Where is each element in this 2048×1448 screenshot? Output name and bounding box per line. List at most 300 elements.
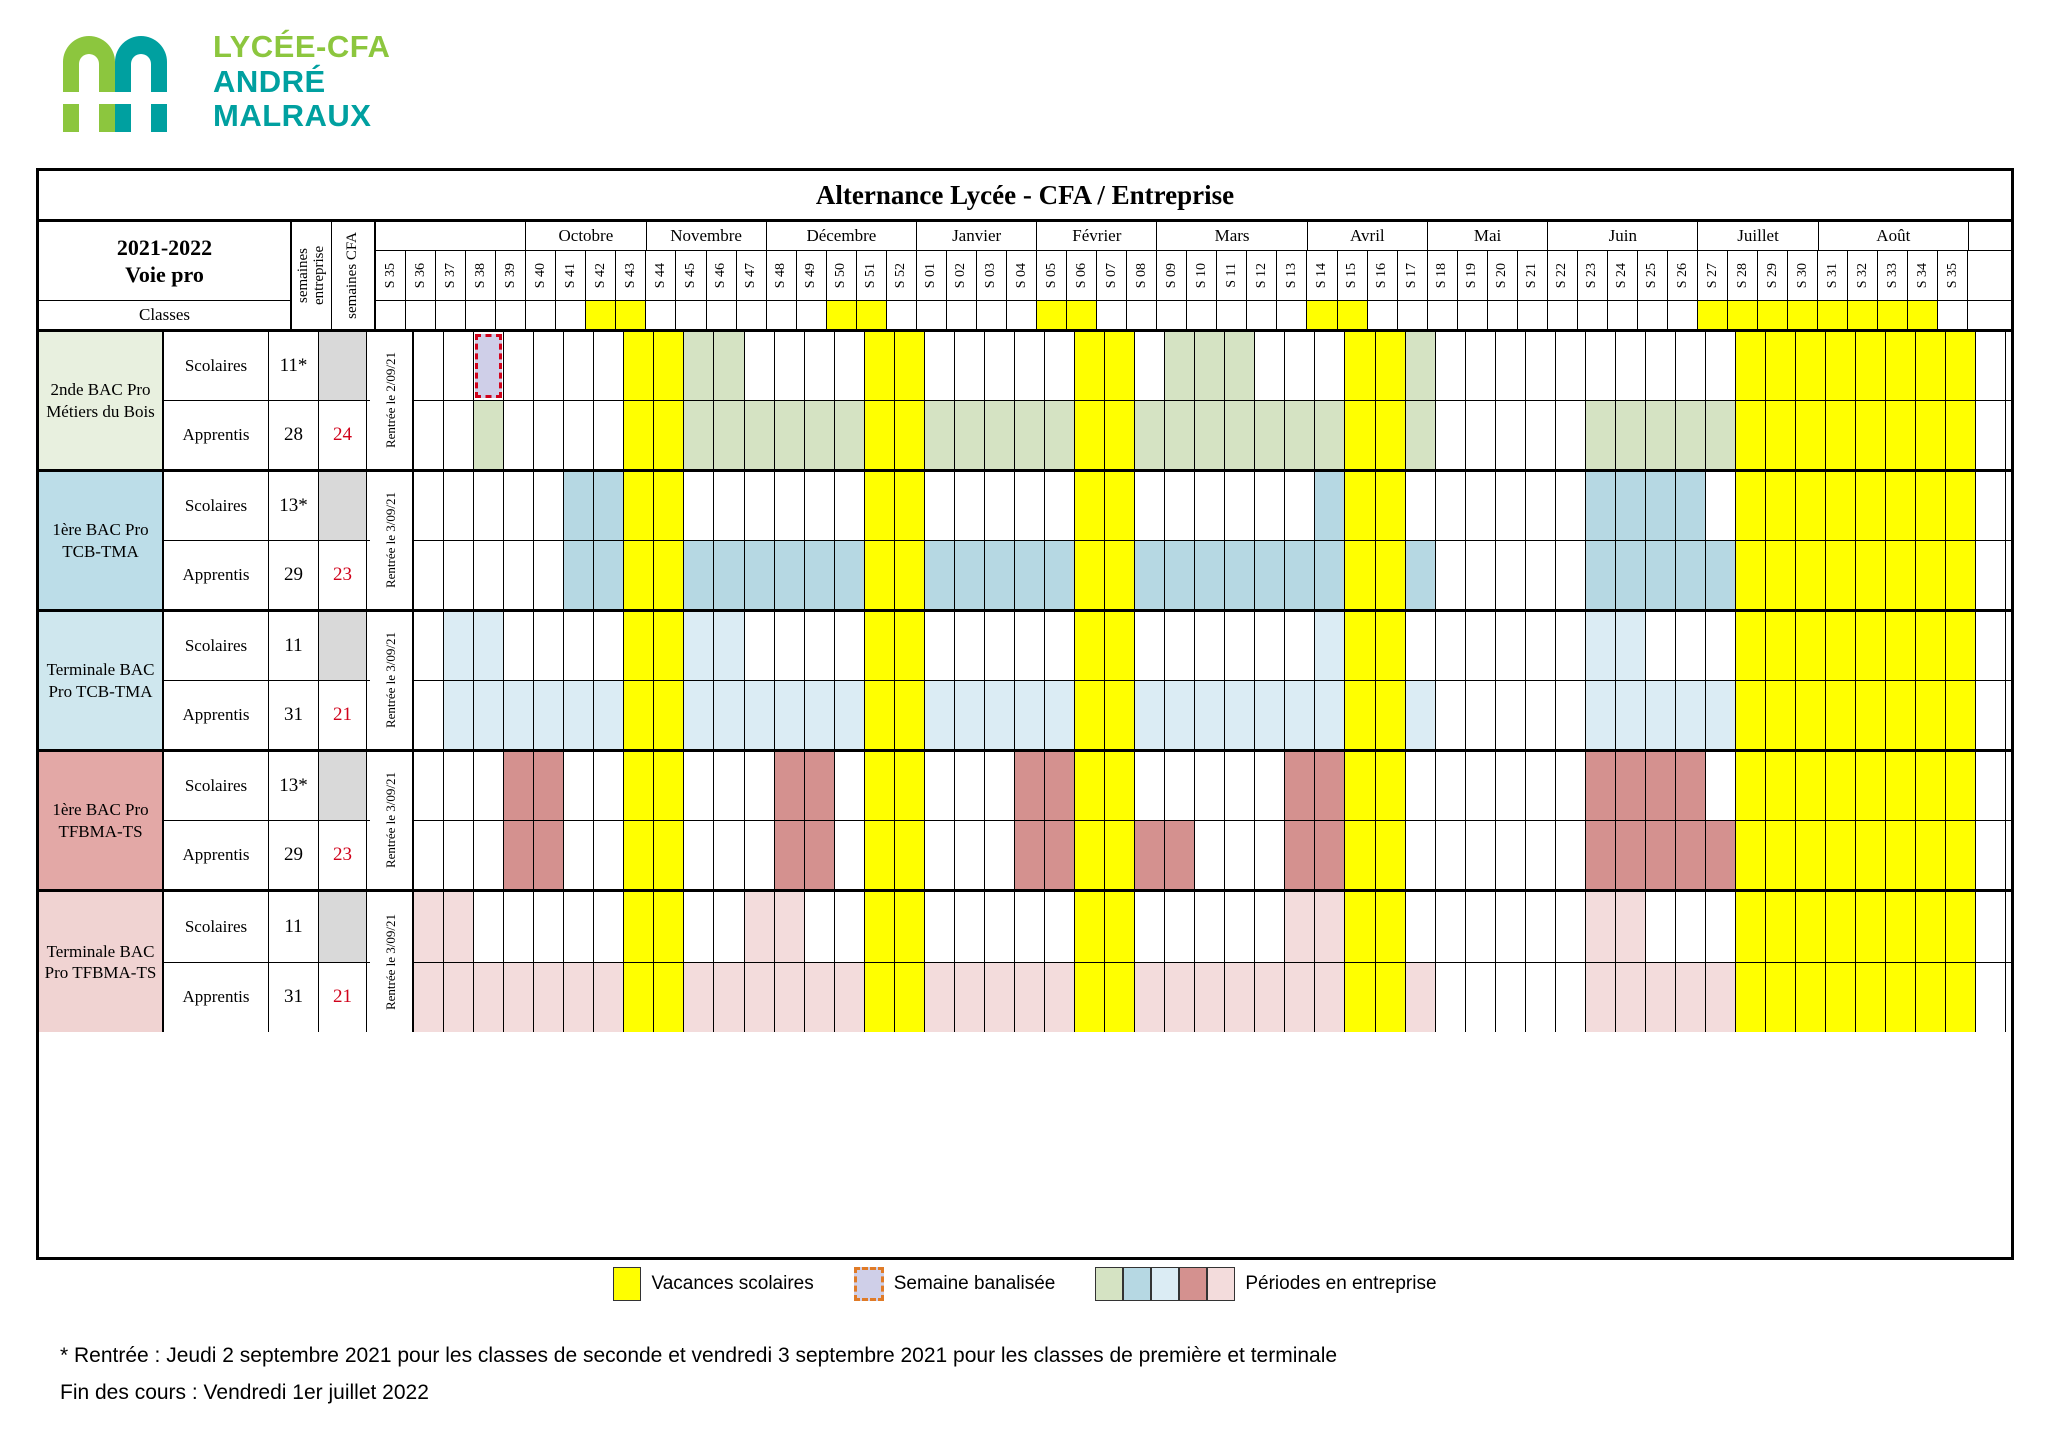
schedule-cell-w43 bbox=[1676, 821, 1706, 889]
schedule-cell-w26 bbox=[1165, 892, 1195, 962]
schedule-cell-w17 bbox=[895, 821, 925, 889]
week-header-53 bbox=[1938, 251, 1968, 300]
schedule-cell-w37 bbox=[1496, 401, 1526, 469]
schedule-cell-w3 bbox=[474, 892, 504, 962]
schedule-cell-w53 bbox=[1976, 821, 2006, 889]
schedule-cell-w10 bbox=[684, 821, 714, 889]
schedule-cell-w30 bbox=[1285, 472, 1315, 540]
schedule-cell-w23 bbox=[1075, 752, 1105, 820]
schedule-cell-w20 bbox=[985, 612, 1015, 680]
schedule-cell-w51 bbox=[1916, 472, 1946, 540]
schedule-cell-w20 bbox=[985, 401, 1015, 469]
schedule-cell-w48 bbox=[1826, 472, 1856, 540]
schedule-cell-w13 bbox=[775, 401, 805, 469]
vacation-cell-53 bbox=[1938, 301, 1968, 329]
row-weeks-cfa: 23 bbox=[319, 541, 367, 609]
schedule-cell-w32 bbox=[1345, 752, 1375, 820]
legend bbox=[36, 1262, 2014, 1306]
schedule-cell-w32 bbox=[1345, 681, 1375, 749]
schedule-cell-w1 bbox=[414, 892, 444, 962]
vacation-cell-25 bbox=[1097, 301, 1127, 329]
schedule-cell-w42 bbox=[1646, 963, 1676, 1033]
schedule-cell-w30 bbox=[1285, 752, 1315, 820]
schedule-cell-w17 bbox=[895, 472, 925, 540]
schedule-cell-w37 bbox=[1496, 752, 1526, 820]
week-header-36 bbox=[1428, 251, 1458, 300]
schedule-cell-w36 bbox=[1466, 541, 1496, 609]
vacation-cell-30 bbox=[1247, 301, 1277, 329]
row-weeks-cfa: 23 bbox=[319, 821, 367, 889]
month-label-blank bbox=[376, 222, 526, 250]
vacation-cell-15 bbox=[797, 301, 827, 329]
vacation-cell-8 bbox=[586, 301, 616, 329]
header-year bbox=[39, 222, 290, 301]
schedule-cell-w11 bbox=[714, 752, 744, 820]
schedule-cell-w14 bbox=[805, 401, 835, 469]
schedule-cell-w17 bbox=[895, 541, 925, 609]
schedule-cell-w37 bbox=[1496, 541, 1526, 609]
week-header-label: S 20 bbox=[1494, 262, 1510, 289]
schedule-cell-w32 bbox=[1345, 401, 1375, 469]
schedule-cell-w36 bbox=[1466, 472, 1496, 540]
schedule-cell-w14 bbox=[805, 892, 835, 962]
week-header-7 bbox=[556, 251, 586, 300]
vacation-cell-27 bbox=[1157, 301, 1187, 329]
schedule-cell-w15 bbox=[835, 472, 865, 540]
week-header-24 bbox=[1067, 251, 1097, 300]
schedule-cell-w16 bbox=[865, 612, 895, 680]
schedule-cell-w43 bbox=[1676, 892, 1706, 962]
schedule-cell-w13 bbox=[775, 821, 805, 889]
schedule-cell-w17 bbox=[895, 401, 925, 469]
schedule-cell-w19 bbox=[955, 681, 985, 749]
schedule-cell-w24 bbox=[1105, 401, 1135, 469]
schedule-cell-w16 bbox=[865, 892, 895, 962]
schedule-cell-w32 bbox=[1345, 892, 1375, 962]
vacation-cell-21 bbox=[977, 301, 1007, 329]
week-header-label: S 27 bbox=[1704, 262, 1720, 289]
schedule-cell-w28 bbox=[1225, 821, 1255, 889]
schedule-cell-w5 bbox=[534, 681, 564, 749]
schedule-cell-w1 bbox=[414, 332, 444, 400]
schedule-cell-w5 bbox=[534, 541, 564, 609]
schedule-cell-w37 bbox=[1496, 472, 1526, 540]
week-header-49 bbox=[1818, 251, 1848, 300]
schedule-cell-w5 bbox=[534, 752, 564, 820]
schedule-cell-w2 bbox=[444, 332, 474, 400]
schedule-cell-w47 bbox=[1796, 541, 1826, 609]
schedule-cell-w2 bbox=[444, 963, 474, 1033]
header-grid bbox=[376, 222, 2011, 329]
schedule-cell-w21 bbox=[1015, 612, 1045, 680]
schedule-cell-w15 bbox=[835, 892, 865, 962]
schedule-cell-w51 bbox=[1916, 541, 1946, 609]
week-header-label: S 12 bbox=[1253, 262, 1269, 289]
row-weeks-cfa bbox=[319, 752, 367, 820]
vacation-cell-29 bbox=[1217, 301, 1247, 329]
schedule-cell-w46 bbox=[1766, 752, 1796, 820]
group-row bbox=[39, 752, 2011, 892]
schedule-cell-w25 bbox=[1135, 821, 1165, 889]
schedule-cell-w52 bbox=[1946, 963, 1976, 1033]
schedule-cell-w33 bbox=[1376, 612, 1406, 680]
schedule-cell-w44 bbox=[1706, 821, 1736, 889]
schedule-cell-w12 bbox=[745, 401, 775, 469]
schedule-cell-w11 bbox=[714, 541, 744, 609]
schedule-cell-w39 bbox=[1556, 963, 1586, 1033]
schedule-cell-w19 bbox=[955, 612, 985, 680]
schedule-cell-w46 bbox=[1766, 681, 1796, 749]
week-header-21 bbox=[977, 251, 1007, 300]
schedule-cell-w13 bbox=[775, 472, 805, 540]
week-header-5 bbox=[496, 251, 526, 300]
week-header-8 bbox=[586, 251, 616, 300]
schedule-cell-w32 bbox=[1345, 541, 1375, 609]
week-header-label: S 25 bbox=[1644, 262, 1660, 289]
schedule-cell-w36 bbox=[1466, 821, 1496, 889]
schedule-cell-w14 bbox=[805, 821, 835, 889]
week-header-label: S 29 bbox=[1764, 262, 1780, 289]
schedule-cell-w34 bbox=[1406, 681, 1436, 749]
schedule-cell-w40 bbox=[1586, 332, 1616, 400]
vacation-cell-28 bbox=[1187, 301, 1217, 329]
vacation-cell-42 bbox=[1608, 301, 1638, 329]
schedule-cell-w38 bbox=[1526, 472, 1556, 540]
schedule-cell-w11 bbox=[714, 612, 744, 680]
schedule-cell-w28 bbox=[1225, 401, 1255, 469]
schedule-cell-w49 bbox=[1856, 752, 1886, 820]
legend-swatch-entreprise bbox=[1095, 1267, 1235, 1301]
schedule-cell-w39 bbox=[1556, 612, 1586, 680]
month-label-avril: Avril bbox=[1308, 222, 1428, 250]
row-weeks-company: 29 bbox=[269, 541, 319, 609]
schedule-cell-w52 bbox=[1946, 821, 1976, 889]
week-header-15 bbox=[797, 251, 827, 300]
schedule-cell-w31 bbox=[1315, 821, 1345, 889]
schedule-cell-w14 bbox=[805, 963, 835, 1033]
schedule-cell-w5 bbox=[534, 472, 564, 540]
schedule-cell-w6 bbox=[564, 472, 594, 540]
schedule-cell-w47 bbox=[1796, 332, 1826, 400]
schedule-cell-w43 bbox=[1676, 332, 1706, 400]
schedule-cell-w51 bbox=[1916, 681, 1946, 749]
schedule-cell-w12 bbox=[745, 821, 775, 889]
schedule-cell-w53 bbox=[1976, 472, 2006, 540]
schedule-cell-w29 bbox=[1255, 821, 1285, 889]
schedule-cell-w11 bbox=[714, 892, 744, 962]
week-header-38 bbox=[1488, 251, 1518, 300]
legend-item bbox=[613, 1267, 813, 1301]
schedule-cell-w41 bbox=[1616, 612, 1646, 680]
schedule-cell-w4 bbox=[504, 963, 534, 1033]
schedule-cell-w3 bbox=[474, 472, 504, 540]
schedule-cell-w9 bbox=[654, 892, 684, 962]
schedule-cell-w7 bbox=[594, 401, 624, 469]
schedule-cell-w8 bbox=[624, 752, 654, 820]
week-header-label: S 35 bbox=[1944, 262, 1960, 289]
schedule-cell-w19 bbox=[955, 472, 985, 540]
vacation-cell-19 bbox=[917, 301, 947, 329]
schedule-cell-w28 bbox=[1225, 963, 1255, 1033]
schedule-cell-w26 bbox=[1165, 963, 1195, 1033]
schedule-cell-w51 bbox=[1916, 821, 1946, 889]
schedule-cell-w40 bbox=[1586, 401, 1616, 469]
row-weeks-cfa: 24 bbox=[319, 401, 367, 469]
week-header-label: S 24 bbox=[1614, 262, 1630, 289]
schedule-cell-w21 bbox=[1015, 472, 1045, 540]
week-header-label: S 46 bbox=[713, 262, 729, 289]
vacation-cell-16 bbox=[827, 301, 857, 329]
week-header-label: S 05 bbox=[1043, 262, 1059, 289]
schedule-cell-w40 bbox=[1586, 541, 1616, 609]
schedule-cell-w50 bbox=[1886, 821, 1916, 889]
schedule-cell-w53 bbox=[1976, 963, 2006, 1033]
schedule-cell-w48 bbox=[1826, 401, 1856, 469]
schedule-cell-w17 bbox=[895, 963, 925, 1033]
schedule-cell-w6 bbox=[564, 332, 594, 400]
schedule-cell-w46 bbox=[1766, 963, 1796, 1033]
week-header-14 bbox=[767, 251, 797, 300]
schedule-cell-w3 bbox=[474, 821, 504, 889]
week-header-label: S 47 bbox=[743, 262, 759, 289]
schedule-cell-w29 bbox=[1255, 752, 1285, 820]
schedule-cell-w31 bbox=[1315, 401, 1345, 469]
schedule-cell-w21 bbox=[1015, 752, 1045, 820]
schedule-cell-w26 bbox=[1165, 612, 1195, 680]
schedule-cell-w46 bbox=[1766, 541, 1796, 609]
week-header-label: S 18 bbox=[1434, 262, 1450, 289]
schedule-cell-w17 bbox=[895, 892, 925, 962]
schedule-cell-w52 bbox=[1946, 892, 1976, 962]
legend-item bbox=[1095, 1267, 1436, 1301]
schedule-cell-w6 bbox=[564, 752, 594, 820]
schedule-cell-w52 bbox=[1946, 612, 1976, 680]
schedule-cell-w24 bbox=[1105, 752, 1135, 820]
vacation-cell-17 bbox=[857, 301, 887, 329]
schedule-cell-w33 bbox=[1376, 963, 1406, 1033]
schedule-cell-w41 bbox=[1616, 963, 1646, 1033]
schedule-cell-w25 bbox=[1135, 401, 1165, 469]
schedule-cell-w34 bbox=[1406, 332, 1436, 400]
schedule-cell-w15 bbox=[835, 612, 865, 680]
schedule-cell-w16 bbox=[865, 401, 895, 469]
schedule-cell-w31 bbox=[1315, 963, 1345, 1033]
vacation-cell-38 bbox=[1488, 301, 1518, 329]
schedule-cell-w49 bbox=[1856, 472, 1886, 540]
schedule-cell-w41 bbox=[1616, 332, 1646, 400]
month-label-janvier: Janvier bbox=[917, 222, 1037, 250]
vacation-cell-40 bbox=[1548, 301, 1578, 329]
week-header-label: S 01 bbox=[923, 262, 939, 289]
month-label-août: Août bbox=[1819, 222, 1969, 250]
week-header-label: S 16 bbox=[1374, 262, 1390, 289]
week-header-label: S 33 bbox=[1884, 262, 1900, 289]
rentree-label bbox=[370, 332, 414, 469]
schedule-cell-w45 bbox=[1736, 752, 1766, 820]
week-header-23 bbox=[1037, 251, 1067, 300]
week-header-20 bbox=[947, 251, 977, 300]
schedule-cell-w47 bbox=[1796, 681, 1826, 749]
schedule-cell-w49 bbox=[1856, 892, 1886, 962]
schedule-cell-w45 bbox=[1736, 821, 1766, 889]
schedule-cell-w48 bbox=[1826, 541, 1856, 609]
schedule-cell-w16 bbox=[865, 472, 895, 540]
schedule-cell-w32 bbox=[1345, 332, 1375, 400]
schedule-cell-w15 bbox=[835, 752, 865, 820]
week-header-label: S 43 bbox=[622, 262, 638, 289]
schedule-cell-w1 bbox=[414, 681, 444, 749]
schedule-cell-w8 bbox=[624, 892, 654, 962]
schedule-cell-w41 bbox=[1616, 472, 1646, 540]
schedule-cell-w45 bbox=[1736, 332, 1766, 400]
week-header-label: S 17 bbox=[1404, 262, 1420, 289]
schedule-cell-w34 bbox=[1406, 752, 1436, 820]
schedule-cell-w18 bbox=[925, 821, 955, 889]
schedule-cell-w23 bbox=[1075, 332, 1105, 400]
row-weeks-company: 31 bbox=[269, 963, 319, 1033]
schedule-cell-w21 bbox=[1015, 821, 1045, 889]
week-header-label: S 06 bbox=[1073, 262, 1089, 289]
row-role-label: Apprentis bbox=[164, 541, 269, 609]
schedule-cell-w8 bbox=[624, 681, 654, 749]
group-name: Terminale BAC Pro TCB-TMA bbox=[39, 612, 164, 749]
schedule-cell-w51 bbox=[1916, 332, 1946, 400]
schedule-cell-w26 bbox=[1165, 401, 1195, 469]
schedule-cell-w13 bbox=[775, 963, 805, 1033]
schedule-cell-w12 bbox=[745, 892, 775, 962]
logo-line-2: ANDRÉ bbox=[213, 63, 326, 99]
schedule-cell-w36 bbox=[1466, 612, 1496, 680]
schedule-cell-w34 bbox=[1406, 541, 1436, 609]
schedule-cell-w50 bbox=[1886, 752, 1916, 820]
week-header-39 bbox=[1518, 251, 1548, 300]
schedule-cell-w41 bbox=[1616, 681, 1646, 749]
schedule-cell-w35 bbox=[1436, 541, 1466, 609]
schedule-cell-w6 bbox=[564, 963, 594, 1033]
schedule-cell-w8 bbox=[624, 401, 654, 469]
schedule-cell-w7 bbox=[594, 541, 624, 609]
schedule-cell-w18 bbox=[925, 612, 955, 680]
vacation-cell-26 bbox=[1127, 301, 1157, 329]
vacation-cell-1 bbox=[376, 301, 406, 329]
week-header-6 bbox=[526, 251, 556, 300]
row-role-label: Scolaires bbox=[164, 332, 269, 400]
week-header-label: S 15 bbox=[1344, 262, 1360, 289]
schedule-cell-w29 bbox=[1255, 681, 1285, 749]
week-header-43 bbox=[1638, 251, 1668, 300]
schedule-cell-w9 bbox=[654, 541, 684, 609]
header-vacation-row bbox=[376, 301, 2011, 329]
schedule-cell-w44 bbox=[1706, 332, 1736, 400]
schedule-cell-w42 bbox=[1646, 332, 1676, 400]
schedule-cell-w38 bbox=[1526, 821, 1556, 889]
schedule-cell-w4 bbox=[504, 681, 534, 749]
schedule-cell-w46 bbox=[1766, 821, 1796, 889]
schedule-cell-w51 bbox=[1916, 612, 1946, 680]
schedule-cell-w19 bbox=[955, 821, 985, 889]
vacation-cell-50 bbox=[1848, 301, 1878, 329]
schedule-cell-w52 bbox=[1946, 752, 1976, 820]
table-header bbox=[39, 222, 2011, 332]
schedule-cell-w2 bbox=[444, 541, 474, 609]
week-header-label: S 23 bbox=[1584, 262, 1600, 289]
header-left bbox=[39, 222, 292, 329]
schedule-cell-w27 bbox=[1195, 332, 1225, 400]
week-header-37 bbox=[1458, 251, 1488, 300]
legend-swatch-part bbox=[1095, 1267, 1123, 1301]
row-weeks-company: 29 bbox=[269, 821, 319, 889]
schedule-cell-w10 bbox=[684, 472, 714, 540]
schedule-cell-w49 bbox=[1856, 963, 1886, 1033]
schedule-cell-w27 bbox=[1195, 681, 1225, 749]
schedule-cell-w24 bbox=[1105, 541, 1135, 609]
schedule-cell-w11 bbox=[714, 332, 744, 400]
schedule-cell-w47 bbox=[1796, 612, 1826, 680]
legend-swatch-part bbox=[1123, 1267, 1151, 1301]
schedule-cell-w7 bbox=[594, 681, 624, 749]
schedule-cell-w47 bbox=[1796, 892, 1826, 962]
schedule-cell-w29 bbox=[1255, 963, 1285, 1033]
schedule-cell-w27 bbox=[1195, 963, 1225, 1033]
schedule-cell-w26 bbox=[1165, 332, 1195, 400]
header-classes-label: Classes bbox=[139, 305, 190, 324]
row-role-label: Scolaires bbox=[164, 472, 269, 540]
logo-line-1: LYCÉE-CFA bbox=[213, 28, 391, 64]
schedule-cell-w22 bbox=[1045, 752, 1075, 820]
schedule-cell-w4 bbox=[504, 821, 534, 889]
schedule-cell-w43 bbox=[1676, 401, 1706, 469]
schedule-cell-w10 bbox=[684, 963, 714, 1033]
schedule-cell-w48 bbox=[1826, 963, 1856, 1033]
schedule-cell-w11 bbox=[714, 821, 744, 889]
vacation-cell-43 bbox=[1638, 301, 1668, 329]
schedule-cell-w10 bbox=[684, 612, 714, 680]
week-header-19 bbox=[917, 251, 947, 300]
schedule-cell-w5 bbox=[534, 821, 564, 889]
schedule-cell-w28 bbox=[1225, 892, 1255, 962]
schedule-cell-w42 bbox=[1646, 821, 1676, 889]
schedule-cell-w30 bbox=[1285, 541, 1315, 609]
row-role-label: Apprentis bbox=[164, 821, 269, 889]
schedule-cell-w23 bbox=[1075, 472, 1105, 540]
schedule-cell-w1 bbox=[414, 821, 444, 889]
schedule-cell-w44 bbox=[1706, 681, 1736, 749]
schedule-cell-w36 bbox=[1466, 752, 1496, 820]
schedule-cell-w30 bbox=[1285, 681, 1315, 749]
schedule-cell-w24 bbox=[1105, 681, 1135, 749]
schedule-cell-w50 bbox=[1886, 681, 1916, 749]
week-header-label: S 19 bbox=[1464, 262, 1480, 289]
vacation-cell-7 bbox=[556, 301, 586, 329]
schedule-cell-w27 bbox=[1195, 541, 1225, 609]
schedule-cell-w13 bbox=[775, 612, 805, 680]
vacation-cell-13 bbox=[737, 301, 767, 329]
legend-label: Périodes en entreprise bbox=[1245, 1273, 1437, 1294]
vacation-cell-36 bbox=[1428, 301, 1458, 329]
schedule-cell-w27 bbox=[1195, 401, 1225, 469]
week-header-47 bbox=[1758, 251, 1788, 300]
schedule-cell-w50 bbox=[1886, 401, 1916, 469]
week-header-12 bbox=[707, 251, 737, 300]
schedule-cell-w29 bbox=[1255, 472, 1285, 540]
schedule-cell-w20 bbox=[985, 963, 1015, 1033]
row-role-label: Apprentis bbox=[164, 681, 269, 749]
schedule-cell-w18 bbox=[925, 472, 955, 540]
schedule-cell-w22 bbox=[1045, 472, 1075, 540]
schedule-cell-w13 bbox=[775, 681, 805, 749]
schedule-cell-w53 bbox=[1976, 332, 2006, 400]
schedule-cell-w16 bbox=[865, 332, 895, 400]
